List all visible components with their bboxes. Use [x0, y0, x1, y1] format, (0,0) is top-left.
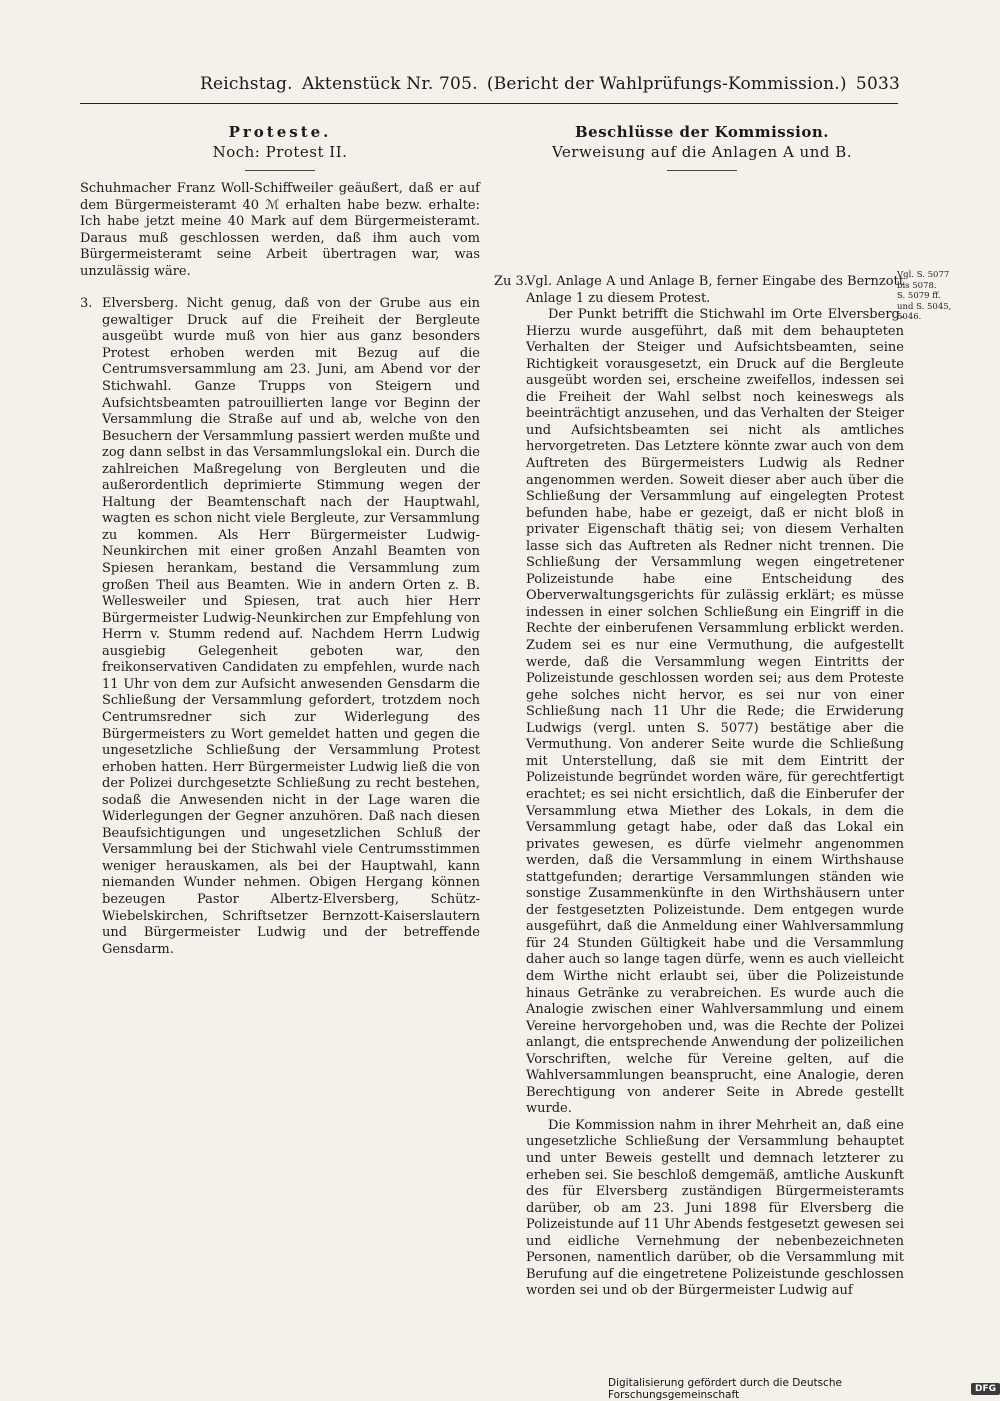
right-title-rule [667, 170, 737, 171]
header-aktenstueck: Aktenstück Nr. 705. [301, 74, 478, 94]
zu-label: Zu 3. [494, 274, 528, 289]
protest-item-3 [80, 296, 480, 958]
digitization-footer [608, 1377, 1000, 1401]
left-title-rule [245, 170, 315, 171]
header-report-title: (Bericht der Wahlprüfungs-Kommission.) [486, 74, 847, 94]
header-divider [80, 103, 898, 104]
resolution-paragraph-1: Vgl. Anlage A und Anlage B, ferner Eingabe des Bernzott Anlage 1 zu diesem Protest. [526, 274, 904, 306]
page-number: 5033 [855, 74, 900, 94]
resolution-paragraph-2: Der Punkt betrifft die Stichwahl im Orte Elversberg. Hierzu wurde ausgeführt, daß mit dem behaupteten Verhalten der Steiger und Aufsichtsbeamten, seine Richtigkeit vorausgesetzt, ein Druck auf die Bergleute ausgeübt worden sei, erscheine zweifellos, indessen sei die Freiheit der Wahl selbst noch keineswegs als beeinträchtigt anzusehen, und das Verhalten der Steiger und Aufsichtsbeamten sei nicht als amtliches hervorgetreten. Das Letztere könnte zwar auch von dem Auftreten des Bürgermeisters Ludwig als Redner angenommen werden. Soweit dieser aber auch über die Schließung der Versammlung auf eingelegten Protest befunden habe, habe er gezeigt, daß er nicht bloß in privater Eigenschaft thätig sei; von diesem Verhalten lasse sich das Auftreten als Redner nicht trennen. Die Schließung der Versammlung wegen eingetretener Polizeistunde habe eine Entscheidung des Oberverwaltungsgerichts für zulässig erklärt; es müsse indessen in einer solchen Schließung ein Eingriff in die Rechte der einberufenen Versammlung erblickt werden. Zudem sei es nur eine Vermuthung, die aufgestellt werde, daß die Versammlung wegen Eintritts der Polizeistunde geschlossen worden sei; aus dem Proteste gehe solches nicht hervor, es sei nur von einer Schließung nach 11 Uhr die Rede; die Erwiderung Ludwigs (vergl. unten S. 5077) bestätige aber die Vermuthung. Von anderer Seite wurde die Schließung mit Unterstellung, daß sie mit dem Eintritt der Polizeistunde begründet worden wäre, für gerechtfertigt erachtet; es sei nicht ersichtlich, daß die Einberufer der Versammlung etwa Miether des Lokals, in dem die Versammlung getagt habe, oder daß das Lokal ein privates gewesen, es dürfe vielmehr angenommen werden, daß die Versammlung in einem Wirthshause stattgefunden; derartige Versammlungen ständen wie sonstige Zusammenkünfte in den Wirthshäusern unter der festgesetzten Polizeistunde. Dem entgegen wurde ausgeführt, daß die Anmeldung einer Wahlversammlung für 24 Stunden Gültigkeit habe und die Versammlung daher auch so lange tagen dürfe, wenn es auch vielleicht dem Wirthe nicht erlaubt sei, über die Polizeistunde hinaus Getränke zu verabreichen. Es wurde auch die Analogie zwischen einer Wahlversammlung und einem Vereine hervorgehoben und, was die Rechte der Polizei anlangt, die entsprechende Anwendung der polizeilichen Vorschriften, welche für Vereine gelten, auf die Wahlversammlungen beansprucht, eine Analogie, deren Berechtigung von anderer Seite in Abrede gestellt wurde. [526, 307, 904, 1117]
footer-text: Digitalisierung gefördert durch die Deutsche Forschungsgemeinschaft [608, 1377, 842, 1401]
resolution-zu-3 [494, 274, 904, 1300]
left-intro-paragraph: Schuhmacher Franz Woll-Schiffweiler geäußert, daß er auf dem Bürgermeisteramt 40 ℳ erhalten habe bezw. erhalte: Ich habe jetzt meine 40 Mark auf dem Bürgermeisteramt. Daraus muß geschlossen werden, daß ihm auch vom Bürgermeisteramt seine Arbeit übertragen war, was unzulässig wäre. [80, 181, 480, 279]
left-section-title: Proteste. [228, 123, 332, 141]
right-section-subtitle: Verweisung auf die Anlagen A und B. [551, 143, 853, 161]
dfg-logo: DFG [971, 1383, 1000, 1395]
margin-reference-note: Vgl. S. 5077 bis 5078. S. 5079 ff. und S. 5045, 5046. [897, 270, 952, 322]
left-column [80, 122, 480, 958]
left-section-subtitle: Noch: Protest II. [212, 143, 348, 161]
right-column [494, 122, 904, 1300]
item-paragraph: Elversberg. Nicht genug, daß von der Grube aus ein gewaltiger Druck auf die Freiheit der Bergleute ausgeübt wurde muß von hier aus ganz besonders Protest erhoben werden mit Bezug auf die Centrumsversammlung am 23. Juni, am Abend vor der Stichwahl. Ganze Trupps von Steigern und Aufsichtsbeamten patrouillierten lange vor Beginn der Versammlung die Straße auf und ab, welche von den Besuchern der Versammlung passiert werden mußte und zog dann selbst in das Versammlungslokal ein. Durch die zahlreichen Maßregelung von Bergleuten und die außerordentlich deprimierte Stimmung wegen der Haltung der Beamtenschaft nach der Hauptwahl, wagten es schon nicht viele Bergleute, zur Versammlung zu kommen. Als Herr Bürgermeister Ludwig-Neunkirchen mit einer großen Anzahl Beamten von Spiesen herankam, bestand die Versammlung zum großen Theil aus Beamten. Wie in andern Orten z. B. Wellesweiler und Spiesen, trat auch hier Herr Bürgermeister Ludwig-Neunkirchen zur Empfehlung von Herrn v. Stumm redend auf. Nachdem Herrn Ludwig ausgiebig Gelegenheit geboten war, den freikonservativen Candidaten zu empfehlen, wurde nach 11 Uhr von dem zur Aufsicht anwesenden Gensdarm die Schließung der Versammlung gefordert, trotzdem noch Centrumsredner sich zur Widerlegung des Bürgermeisters zu Wort gemeldet hatten und gegen die ungesetzliche Schließung der Versammlung Protest erhoben hatten. Herr Bürgermeister Ludwig ließ die von der Polizei durchgesetzte Schließung zu recht bestehen, sodaß die Anwesenden nicht in der Lage waren die Widerlegungen der Gegner anzuhören. Daß nach diesen Beaufsichtigungen und ungesetzlichen Schluß der Versammlung bei der Stichwahl viele Centrumsstimmen weniger herauskamen, als bei der Hauptwahl, kann niemanden Wunder nehmen. Obigen Hergang können bezeugen Pastor Albertz-Elversberg, Schütz-Wiebelskirchen, Schriftsetzer Bernzott-Kaiserslautern und Bürgermeister Ludwig und der betreffende Gensdarm. [102, 296, 480, 957]
right-section-title: Beschlüsse der Kommission. [575, 123, 829, 141]
running-header [200, 74, 900, 94]
header-reichstag: Reichstag. [200, 74, 293, 94]
item-number: 3. [80, 296, 93, 312]
resolution-paragraph-3: Die Kommission nahm in ihrer Mehrheit an, daß eine ungesetzliche Schließung der Versammlung behauptet und unter Beweis gestellt und demnach letzterer zu erheben sei. Sie beschloß demgemäß, amtliche Auskunft des für Elversberg zuständigen Bürgermeisteramts darüber, ob am 23. Juni 1898 für Elversberg die Polizeistunde auf 11 Uhr Abends festgesetzt gewesen sei und eidliche Vernehmung der nebenbezeichneten Personen, namentlich darüber, ob die Versammlung mit Berufung auf die eingetretene Polizeistunde geschlossen worden sei und ob der Bürgermeister Ludwig auf [526, 1117, 904, 1299]
